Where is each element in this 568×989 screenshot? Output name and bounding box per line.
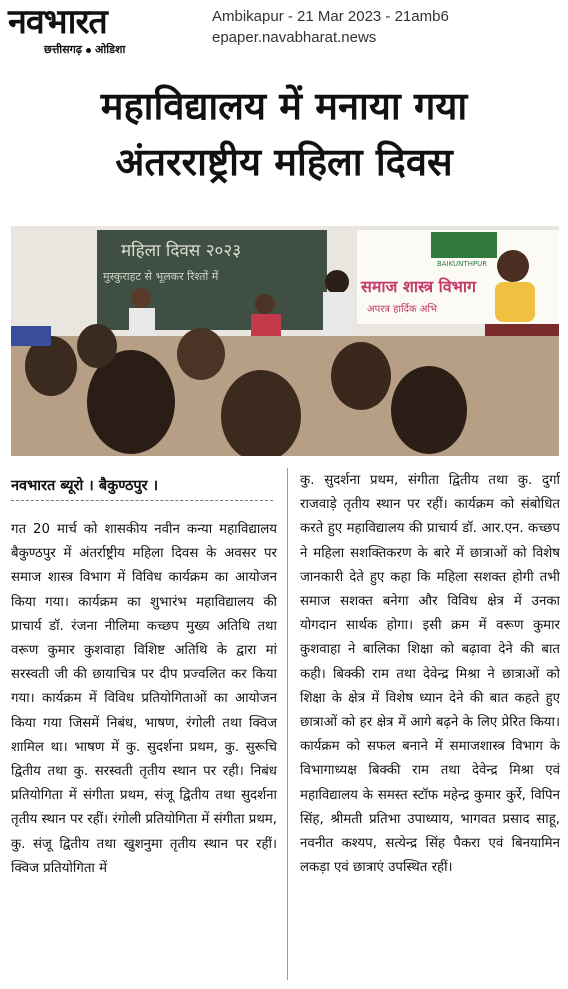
- logo-text: नवभारत: [8, 2, 107, 42]
- masthead: [0, 0, 568, 62]
- speaker-head: [497, 250, 529, 282]
- logo-subtitle: [44, 42, 125, 57]
- byline: नवभारत ब्यूरो । बैकुण्ठपुर ।: [11, 478, 159, 494]
- headline-line2: अंतरराष्ट्रीय महिला दिवस: [115, 140, 453, 184]
- board-text-2: मुस्कुराहट से भूलकर रिश्तों में: [103, 270, 219, 283]
- college-label: BAIKUNTHPUR: [437, 260, 488, 268]
- banner-subtext: अपरत्र हार्दिक अभि: [367, 304, 438, 315]
- epaper-url: epaper.navabharat.news: [212, 29, 377, 46]
- article-column-1: गत 20 मार्च को शासकीय नवीन कन्या महाविद्यालय बैकुण्ठपुर में अंतर्राष्ट्रीय महिला दिवस के अवसर पर समाज शास्त्र विभाग में विविध कार्यक्रम का आयोजन किया गया। कार्यक्रम का शुभारंभ महाविद्यालय की प्राचार्य डॉ. रंजना नीलिमा कच्छप मुख्य अतिथि तथा वरूण कुमार कुशवाहा विशिष्ट अतिथि के द्वारा मां सरस्वती जी की छायाचित्र पर दीप प्रज्वलित कर किया गया। कार्यक्रम में विविध प्रतियोगिताओं का आयोजन किया गया जिसमें निबंध, भाषण, रंगोली तथा क्विज शामिल था। भाषण में कु. सुदर्शना प्रथम, कु. सुरूचि द्वितीय तथा कु. सरस्वती तृतीय स्थान पर रही। निबंध प्रतियोगिता में संगीता प्रथम, संजू द्वितीय तथा सुदर्शना तृतीय स्थान पर रहीं। रंगोली प्रतियोगिता में संगीता प्रथम, कु. संजू द्वितीय तथा खुशनुमा तृतीय स्थान पर रहीं। क्विज प्रतियोगिता में: [11, 522, 277, 876]
- edition-line: Ambikapur - 21 Mar 2023 - 21amb6: [212, 8, 449, 25]
- college-emblem: [431, 232, 497, 258]
- column-divider: [287, 468, 288, 980]
- article-column-2: कु. सुदर्शना प्रथम, संगीता द्वितीय तथा कु. दुर्गा राजवाड़े तृतीय स्थान पर रहीं। कार्यक्रम को संबोधित करते हुए महाविद्यालय की प्राचार्य डॉ. आर.एन. कच्छप ने महिला सशक्तिकरण के बारे में छात्राओं को विशेष जानकारी देते हुए कहा कि महिला सशक्त होगी तभी समाज सशक्त बनेगा और विविध क्षेत्र में उनका योगदान सार्थक होगा। इसी क्रम में वरूण कुमार कुशवाहा ने बालिका शिक्षा को बढ़ावा देने की बात कही। बिक्की राम तथा देवेन्द्र मिश्रा ने छात्राओं को शिक्षा के क्षेत्र में विशेष ध्यान देने की बात कहते हुए छात्राओं को हर क्षेत्र में आगे बढ़ने के लिए प्रेरित किया। कार्यक्रम को सफल बनाने में समाजशास्त्र विभाग के विभागाध्यक्ष बिक्की राम तथा देवेन्द्र मिश्रा एवं महाविद्यालय के समस्त स्टॉफ महेन्द्र कुमार कुर्रे, विपिन सिंह, श्रीमती प्रतिभा उपाध्याय, भागवत प्रसाद साहू, नवनीत कश्यप, सत्येन्द्र सिंह पैकरा एवं बिनयामिन लकड़ा एवं छात्राएं उपस्थित रहीं।: [300, 473, 560, 876]
- speaker-body: [495, 282, 535, 322]
- logo-sub-left: छत्तीसगढ़: [44, 43, 82, 56]
- classroom-photo-illustration: [11, 226, 559, 456]
- byline-divider: [11, 500, 273, 501]
- headline-line1: महाविद्यालय में मनाया गया: [100, 84, 468, 128]
- board-text-1: महिला दिवस २०२३: [121, 241, 242, 261]
- banner-text: समाज शास्त्र विभाग: [361, 277, 477, 296]
- newspaper-logo: [4, 2, 200, 58]
- bullet-icon: [86, 48, 91, 53]
- headline: [0, 78, 568, 190]
- logo-sub-right: ओडिशा: [94, 43, 126, 56]
- news-photo: [11, 226, 559, 456]
- edition-meta: [212, 6, 449, 48]
